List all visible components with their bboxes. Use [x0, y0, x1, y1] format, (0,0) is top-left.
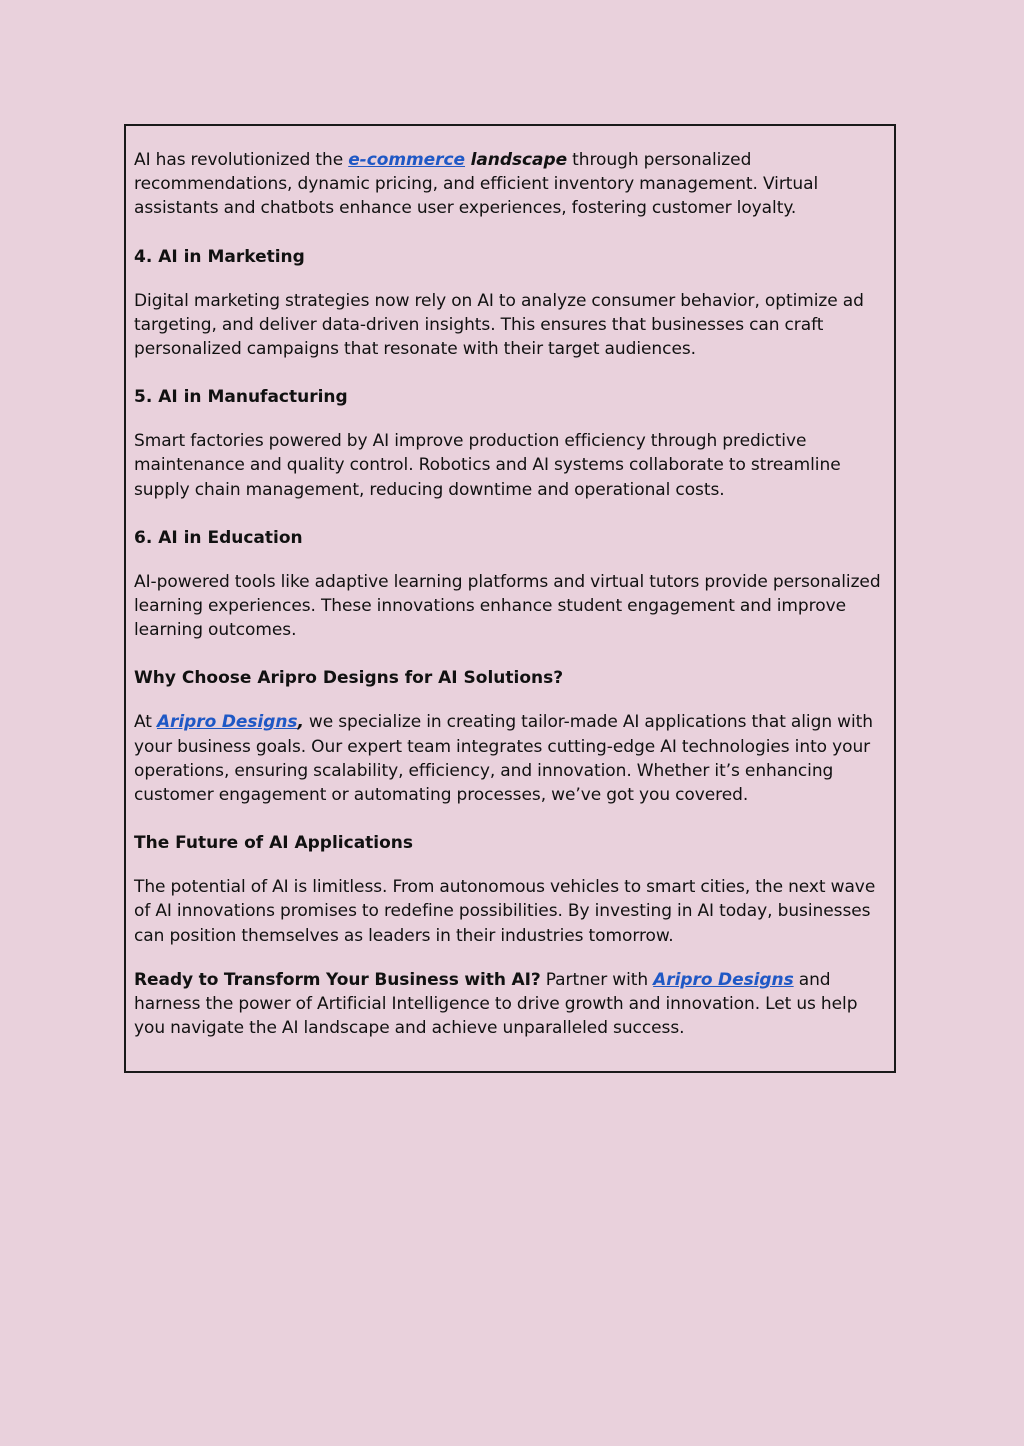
section-heading-education: 6. AI in Education: [134, 527, 303, 548]
cta-aripro-designs-link[interactable]: Aripro Designs: [653, 969, 794, 990]
content-box: [124, 124, 896, 1073]
intro-bold-word: landscape: [465, 150, 568, 170]
ecommerce-link[interactable]: e-commerce: [348, 150, 465, 170]
why-text-start: At: [134, 712, 157, 733]
section-body-education: AI-powered tools like adaptive learning platforms and virtual tutors provide personalized learning experiences. These innovations enhance student engagement and improve learning outcomes.: [134, 571, 881, 641]
future-paragraph: The potential of AI is limitless. From autonomous vehicles to smart cities, the next wave of AI innovations promises to redefine possibilities. By investing in AI today, businesses can position themselves as leaders in their industries tomorrow.: [134, 877, 876, 946]
future-heading: The Future of AI Applications: [134, 833, 414, 854]
section-heading-manufacturing: 5. AI in Manufacturing: [134, 387, 348, 408]
cta-text-start: Partner with: [540, 969, 654, 990]
why-text-end: we specialize in creating tailor-made AI applications that align with your business goals. Our expert team integrates cutting-edge AI technologies into your operations, ensuring scalability, efficiency, and innovation. Whether it’s enhancing customer engagement or automating processes, we’ve got you covered.: [134, 712, 873, 806]
cta-bold-text: Ready to Transform Your Business with AI?: [134, 969, 541, 990]
section-heading-marketing: 4. AI in Marketing: [134, 246, 305, 267]
why-paragraph: [134, 710, 886, 807]
cta-paragraph: [134, 968, 886, 1041]
intro-paragraph: [134, 148, 886, 221]
why-heading: Why Choose Aripro Designs for AI Solutions?: [134, 668, 564, 689]
intro-text-start: AI has revolutionized the: [134, 150, 349, 170]
intro-text-end: through personalized recommendations, dynamic pricing, and efficient inventory management. Virtual assistants and chatbots enhance user experiences, fostering customer loyalty.: [134, 150, 819, 219]
why-comma: ,: [297, 712, 304, 733]
aripro-designs-link[interactable]: Aripro Designs: [156, 712, 298, 733]
section-body-manufacturing: Smart factories powered by AI improve production efficiency through predictive maintenance and quality control. Robotics and AI systems collaborate to streamline supply chain management, reducing downtime and operational costs.: [134, 431, 841, 500]
cta-text-end: and harness the power of Artificial Intelligence to drive growth and innovation. Let us help you navigate the AI landscape and achieve unparalleled success.: [134, 969, 858, 1039]
section-body-marketing: Digital marketing strategies now rely on AI to analyze consumer behavior, optimize ad targeting, and deliver data-driven insights. This ensures that businesses can craft personalized campaigns that resonate with their target audiences.: [134, 290, 864, 360]
